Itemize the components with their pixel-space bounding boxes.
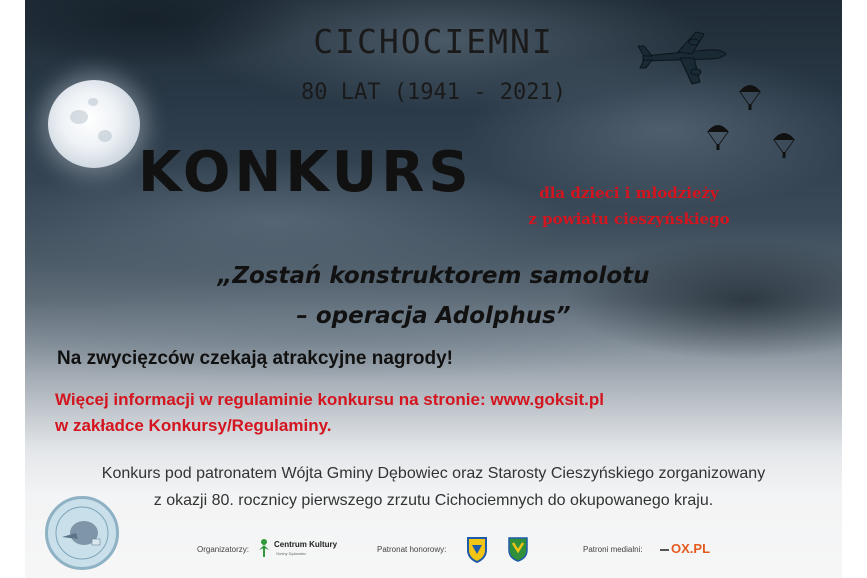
parachute-icon xyxy=(772,130,796,160)
anniversary-subheading: 80 LAT (1941 - 2021) xyxy=(301,80,566,105)
info-text xyxy=(55,387,604,439)
contest-theme xyxy=(25,256,842,336)
honorary-patronage-label: Patronat honorowy: xyxy=(377,545,447,554)
theme-line-1: „Zostań konstruktorem samolotu xyxy=(217,263,650,289)
media-patrons-label: Patroni medialni: xyxy=(583,545,643,554)
poster-heading: CICHOCIEMNI xyxy=(313,22,554,61)
media-logo-divider xyxy=(660,549,669,551)
audience-text xyxy=(513,180,745,232)
media-patron-logo xyxy=(671,541,710,556)
sponsors-footer xyxy=(25,522,842,578)
centrum-kultury-subtitle: Gminy Dębowiec xyxy=(276,551,307,556)
audience-line-1: dla dzieci i młodzieży xyxy=(539,184,719,202)
parachute-icon xyxy=(706,122,730,152)
contest-poster xyxy=(25,0,842,578)
theme-line-2: – operacja Adolphus” xyxy=(296,303,571,329)
patronage-text xyxy=(25,460,842,514)
contest-title: KONKURS xyxy=(138,140,473,205)
centrum-kultury-name: Centrum Kultury xyxy=(274,540,338,549)
patronage-line-1: Konkurs pod patronatem Wójta Gminy Dębowiec oraz Starosty Cieszyńskiego zorganizowany xyxy=(101,465,766,482)
centrum-kultury-logo-icon xyxy=(257,538,271,558)
prizes-text: Na zwycięzców czekają atrakcyjne nagrody! xyxy=(57,348,454,369)
debowiec-coat-of-arms-icon xyxy=(466,536,488,564)
cieszyn-county-coat-of-arms-icon xyxy=(507,536,529,562)
patronage-line-2: z okazji 80. rocznicy pierwszego zrzutu Cichociemnych do okupowanego kraju. xyxy=(153,492,714,509)
organizers-label: Organizatorzy: xyxy=(197,545,250,554)
info-line-1: Więcej informacji w regulaminie konkursu na stronie: www.goksit.pl xyxy=(55,390,604,409)
ox-logo-text: OX.PL xyxy=(671,541,711,556)
audience-line-2: z powiatu cieszyńskiego xyxy=(528,210,730,228)
info-line-2: w zakładce Konkursy/Regulaminy. xyxy=(55,416,332,435)
